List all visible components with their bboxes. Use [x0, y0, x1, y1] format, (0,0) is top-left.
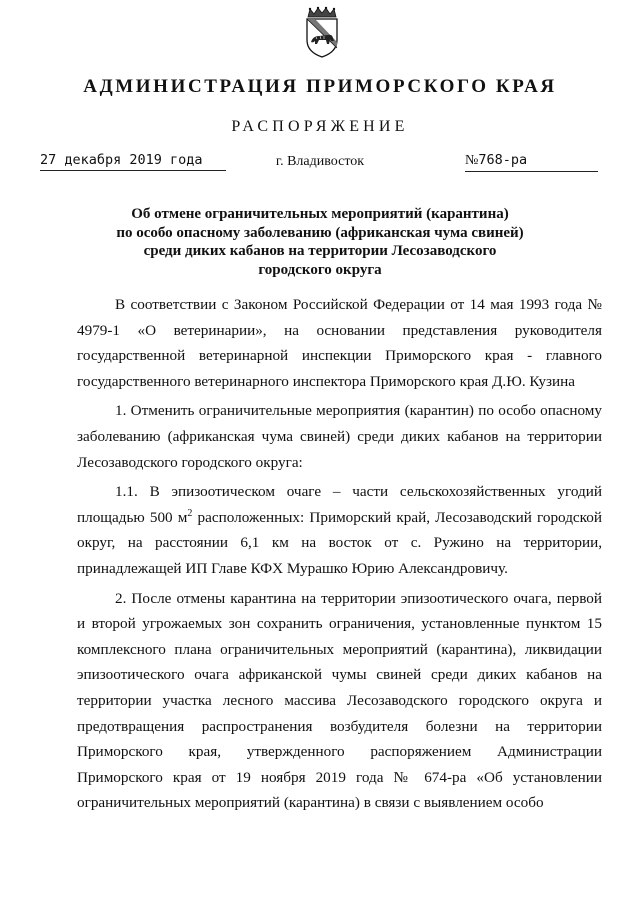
subject-line: по особо опасному заболеванию (африканская чума свиней): [116, 224, 524, 241]
paragraph-text: расположенных: Приморский край, Лесозаводский городской округ, на расстоянии 6,1 км на восток от с. Ружино на территории, принадлежащей ИП Главе КФХ Мурашко Юрию Александровичу.: [77, 508, 602, 577]
document-type: РАСПОРЯЖЕНИЕ: [231, 118, 409, 135]
subject-line: Об отмене ограничительных мероприятий (карантина): [131, 206, 509, 222]
superscript: 2: [187, 507, 193, 519]
document-city: г. Владивосток: [275, 154, 365, 169]
body-paragraph: 2. После отмены карантина на территории эпизоотического очага, первой и второй угрожаемых зон сохранить ограничения, установленные пунктом 15 комплексного плана ограничительных мероприятий (карантина), ликвидации эпизоотического очага африканской чумы свиней среди диких кабанов на территории участка лесного массива Лесозаводского городского округа и предотвращения распространения возбудителя болезни на территории Приморского края, утвержденного распоряжением Администрации Приморского края от 19 ноября 2019 года № 674-ра «Об установлении ограничительных мероприятий (карантина) в связи с выявлением особо: [77, 589, 602, 812]
number-sign: №: [465, 153, 479, 168]
body-paragraph: [77, 479, 602, 581]
document-number: [465, 150, 598, 172]
number-value: 768-ра: [478, 152, 528, 168]
organization-title: АДМИНИСТРАЦИЯ ПРИМОРСКОГО КРАЯ: [83, 76, 557, 97]
coat-of-arms-icon: [302, 6, 342, 58]
document-subject: [100, 205, 540, 279]
subject-line: городского округа: [258, 261, 382, 278]
body-paragraph: 1. Отменить ограничительные мероприятия (карантин) по особо опасному заболеванию (африканская чума свиней) среди диких кабанов на территории Лесозаводского городского округа:: [77, 402, 602, 471]
subject-line: среди диких кабанов на территории Лесозаводского: [143, 243, 497, 259]
document-body: [77, 292, 602, 820]
body-paragraph: В соответствии с Законом Российской Федерации от 14 мая 1993 года № 4979-1 «О ветеринарии», на основании представления руководителя государственной ветеринарной инспекции Приморского края - главного государственного ветеринарного инспектора Приморского края Д.Ю. Кузина: [77, 296, 602, 390]
paragraph-text: 1.1. В эпизоотическом очаге – части сельскохозяйственных угодий площадью 500 м: [77, 483, 602, 526]
document-date: 27 декабря 2019 года: [40, 150, 226, 171]
